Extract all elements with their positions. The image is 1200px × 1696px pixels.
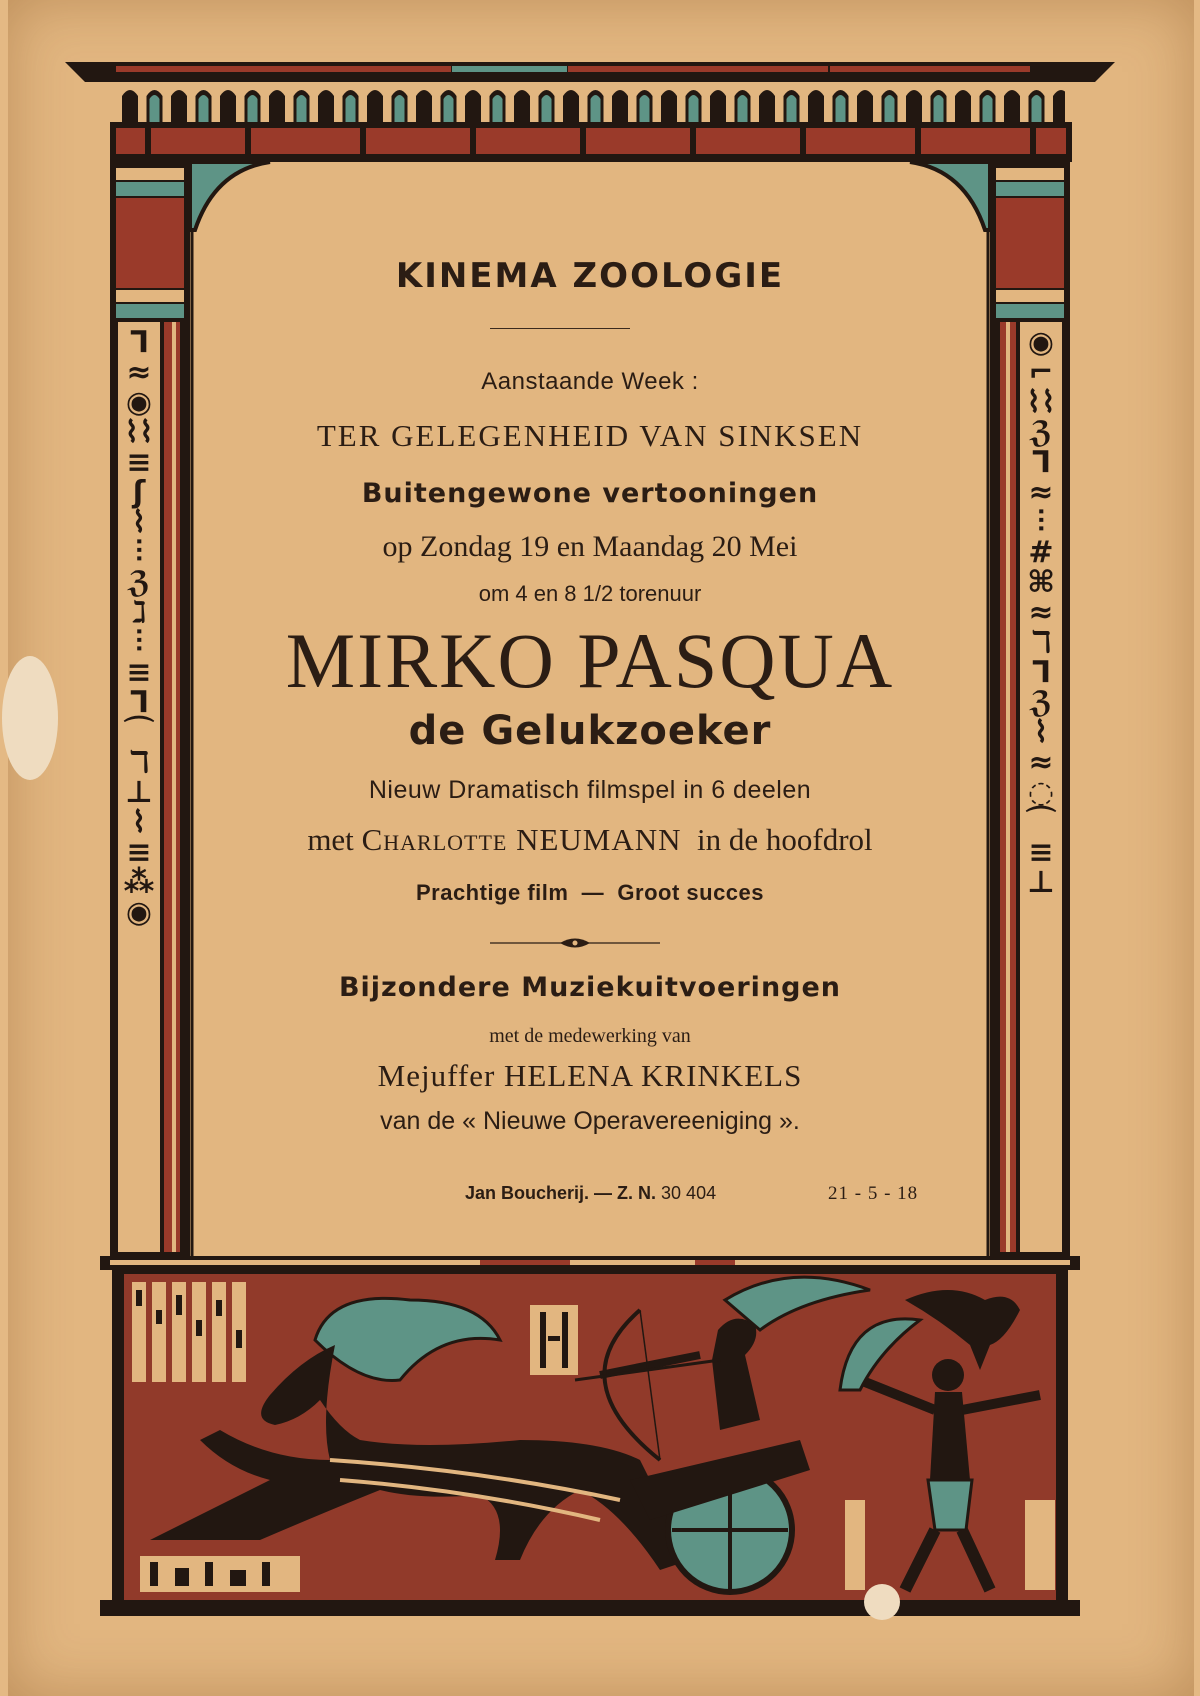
special-screenings: Buitengewone vertooningen (361, 478, 819, 509)
printer-name: Jan Boucherij. — Z. N. (465, 1183, 657, 1203)
star-first-name: Charlotte (361, 822, 508, 857)
film-title: MIRKO PASQUA (285, 617, 895, 704)
film-praise: Prachtige film — Groot succes (415, 880, 765, 905)
music-cooperation: met de medewerking van (489, 1025, 691, 1047)
left-hieroglyph-column: ⅂ ≈ ◉ ⌇⌇ ≡ ʃ ⌇ ⫶ ℨ ℷ ⫶ ≡ ⅂ ⌒ ℸ ⊥ ⌇ ≡ ⁂ ◉ (123, 325, 155, 930)
star-last-name: NEUMANN (507, 822, 682, 857)
poster-text-panel (195, 168, 985, 1255)
venue-title: KINEMA ZOOLOGIE (395, 256, 785, 296)
screening-dates: op Zondag 19 en Maandag 20 Mei (382, 530, 798, 563)
printer-number: 30 404 (656, 1183, 717, 1203)
opera-company: van de « Nieuwe Operavereeniging ». (380, 1107, 800, 1135)
film-subtitle: de Gelukzoeker (408, 708, 772, 754)
title-divider (490, 328, 630, 329)
star-prefix: met (307, 822, 362, 857)
screening-times: om 4 en 8 1/2 torenuur (478, 581, 702, 606)
star-suffix: in de hoofdrol (681, 822, 873, 857)
week-label: Aanstaande Week : (481, 368, 699, 395)
singer-name: Mejuffer HELENA KRINKELS (377, 1058, 803, 1093)
ornament-divider (490, 936, 660, 950)
occasion-line: TER GELEGENHEID VAN SINKSEN (316, 418, 864, 453)
print-date: 21 - 5 - 18 (828, 1183, 919, 1204)
right-hieroglyph-column: ◉ ⌐ ⌇⌇ ℨ ⅂ ≈ ⫶ # ⌘ ≈ ℸ ⅂ ℨ ⌇ ≈ ◌ ⌒ ≡ ⊥ (1026, 325, 1056, 900)
music-heading: Bijzondere Muziekuitvoeringen (338, 972, 842, 1003)
film-description: Nieuw Dramatisch filmspel in 6 deelen (368, 776, 812, 804)
film-star-line (195, 822, 985, 858)
printer-credit (465, 1183, 716, 1204)
